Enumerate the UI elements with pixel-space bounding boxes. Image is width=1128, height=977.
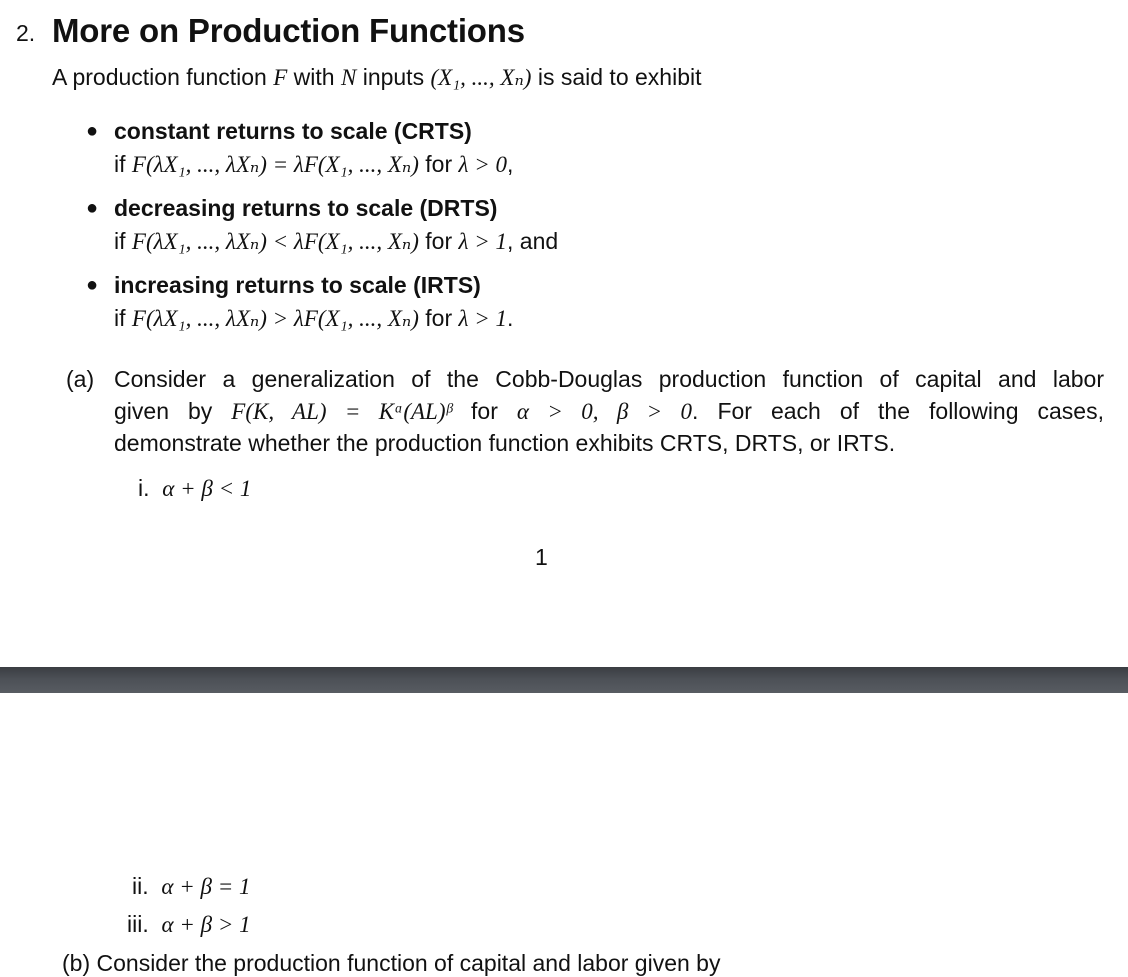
page-number: 1: [535, 544, 548, 570]
math-inputs: (X₁, ..., Xₙ): [430, 65, 532, 90]
math-N: N: [340, 65, 357, 90]
bullet-title-irts: increasing returns to scale (IRTS): [114, 272, 481, 298]
part-a-line-3: demonstrate whether the production function exhibits CRTS, DRTS, or IRTS.: [114, 430, 896, 456]
bullet-dot: ●: [86, 197, 99, 219]
section-title: More on Production Functions: [52, 12, 525, 49]
intro-paragraph: A production function F with N inputs (X₁, ..., Xₙ) is said to exhibit: [52, 64, 702, 90]
subitem-iii: iii. α + β > 1: [127, 911, 251, 937]
bullet-title-drts: decreasing returns to scale (DRTS): [114, 195, 498, 221]
bullet-dot: ●: [86, 120, 99, 142]
bullet-condition-irts: if F(λX₁, ..., λXₙ) > λF(X₁, ..., Xₙ) for λ > 1.: [114, 305, 514, 331]
bullet-condition-crts: if F(λX₁, ..., λXₙ) = λF(X₁, ..., Xₙ) for λ > 0,: [114, 151, 514, 177]
part-a-line-2: given by F(K, AL) = Kᵅ(AL)ᵝ for α > 0, β > 0. For each of the following cases,: [114, 398, 1104, 424]
part-a-label: (a): [66, 366, 95, 392]
bullet-condition-drts: if F(λX₁, ..., λXₙ) < λF(X₁, ..., Xₙ) for λ > 1, and: [114, 228, 559, 254]
part-a-line-1: Consider a generalization of the Cobb-Douglas production function of capital and labor: [114, 366, 1104, 392]
math-F: F: [273, 65, 288, 90]
section-number: 2.: [16, 20, 36, 46]
subitem-ii: ii. α + β = 1: [132, 873, 251, 899]
page-separator: [0, 667, 1128, 693]
bullet-dot: ●: [86, 274, 99, 296]
bullet-title-crts: constant returns to scale (CRTS): [114, 118, 472, 144]
subitem-i: i. α + β < 1: [138, 475, 252, 501]
part-b-cutoff-line: (b) Consider the production function of capital and labor given by: [62, 950, 721, 976]
